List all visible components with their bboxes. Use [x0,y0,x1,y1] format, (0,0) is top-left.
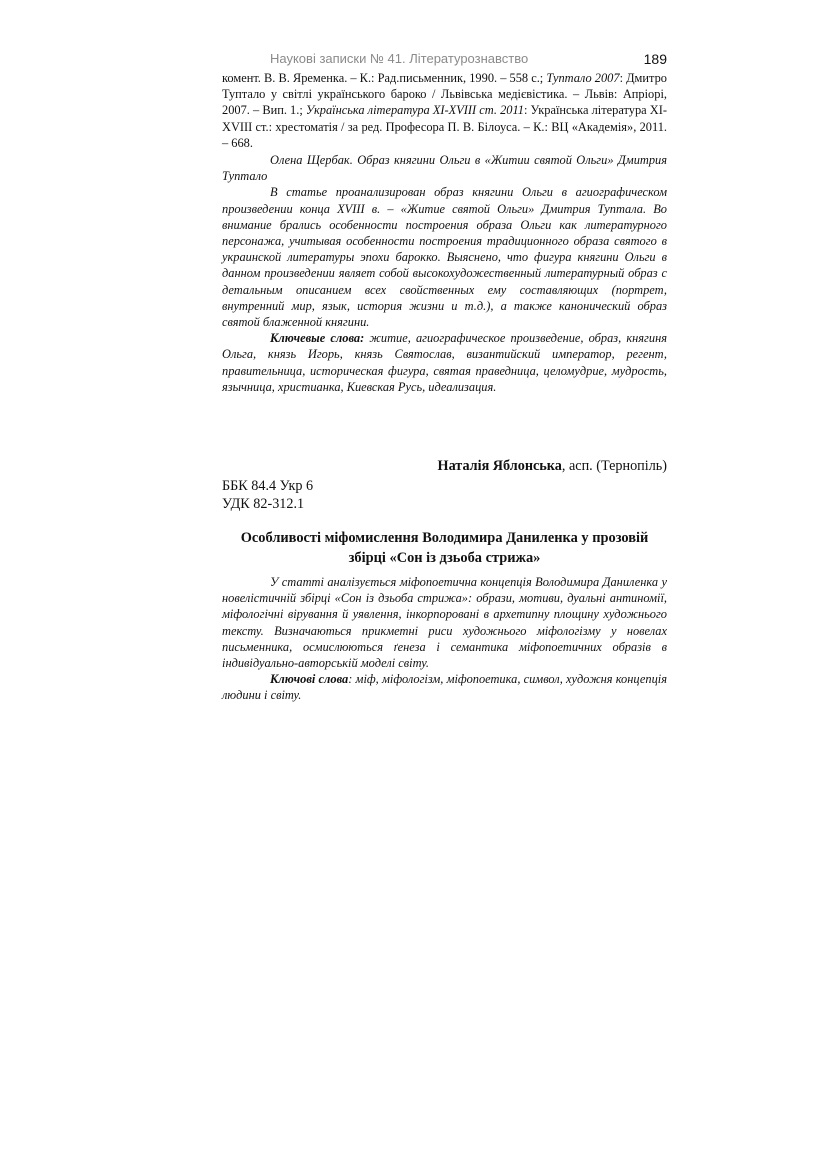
article-author [222,458,667,475]
article-title-line-1: Особливості міфомислення Володимира Даниленка у прозовій [240,530,649,546]
udk-code: УДК 82-312.1 [222,496,305,512]
classification-codes [222,477,313,513]
russian-abstract-body: В статье проанализирован образ княгини Ольги в агиографическом произведении конца XVIII в. – «Житие святой Ольги» Дмитрия Туптала. Во внимание брались особенности построения образа Ольги как литературного персонажа, учитывая особенности построения традиционного образа святого в украинской литературы эпохи барокко. Выяснено, что фигура княгини Ольги в данном произведении являет собой высокохудожественный литературный образ с детальным описанием всех свойственных ему составляющих (портрет, внутренний мир, язык, история жизни и т.д.), а также канонический образ святой блаженной княгини. [222,185,667,330]
ukrainian-keywords-label: Ключові слова [270,672,349,687]
article-title [222,528,667,568]
ukrainian-keywords-text: : міф, міфологізм, міфопоетика, символ, художня концепція людини і світу. [222,672,667,703]
bbk-code: ББК 84.4 Укр 6 [222,478,314,494]
ukrainian-abstract [222,574,667,704]
reference-short-ukr-lit: Українська література XI-XVIII ст. 2011 [305,103,524,118]
journal-running-title: Наукові записки № 41. Літературознавство [270,51,529,66]
article-title-line-2: збірці «Сон із дзьоба стрижа» [348,550,541,566]
russian-abstract-heading: Олена Щербак. Образ княгини Ольги в «Житии святой Ольги» Дмитрия Туптало [222,153,667,184]
reference-list-tail [222,70,667,151]
reference-text-1: комент. В. В. Яременка. – К.: Рад.письменник, 1990. – 558 с.; [222,71,547,85]
reference-short-tuptalo: Туптало 2007 [546,71,620,85]
running-header [222,51,667,69]
russian-abstract [222,152,667,395]
ukrainian-keywords [222,671,667,703]
author-name: Наталія Яблонська [437,458,562,474]
author-affiliation: , асп. (Тернопіль) [561,458,667,474]
reference-text-2: : Дмитро Туптало у світлі українського бароко / Львівська медієвістика. – Львів: Апріорі, 2007. – Вип. 1.; [222,71,667,118]
russian-keywords-text: житие, агиографическое произведение, образ, княгиня Ольга, князь Игорь, князь Святослав, византийский император, регент, правительница, историческая фигура, святая праведница, целомудрие, мудрость, язычница, христианка, Киевская Русь, идеализация. [222,331,667,394]
reference-paragraph [222,70,667,151]
russian-keywords-label: Ключевые слова: [270,331,365,346]
page-number: 189 [643,51,667,67]
russian-keywords [222,330,667,395]
ukrainian-abstract-body: У статті аналізується міфопоетична концепція Володимира Даниленка у новелістичній збірці «Сон із дзьоба стрижа»: образи, мотиви, дуальні антиномії, міфологічні вірування й уявлення, інкорпоровані в архетипну площину художнього тексту. Визначаються прикметні риси художнього міфологізму у новелах письменника, осмислюються ґенеза і семантика міфопоетичних образів в індивідуально-авторській моделі світу. [222,575,667,671]
reference-text-3: : Українська література XI-XVIII ст.: хрестоматія / за ред. Професора П. В. Білоуса. – К.: ВЦ «Академія», 2011. – 668. [222,103,667,150]
